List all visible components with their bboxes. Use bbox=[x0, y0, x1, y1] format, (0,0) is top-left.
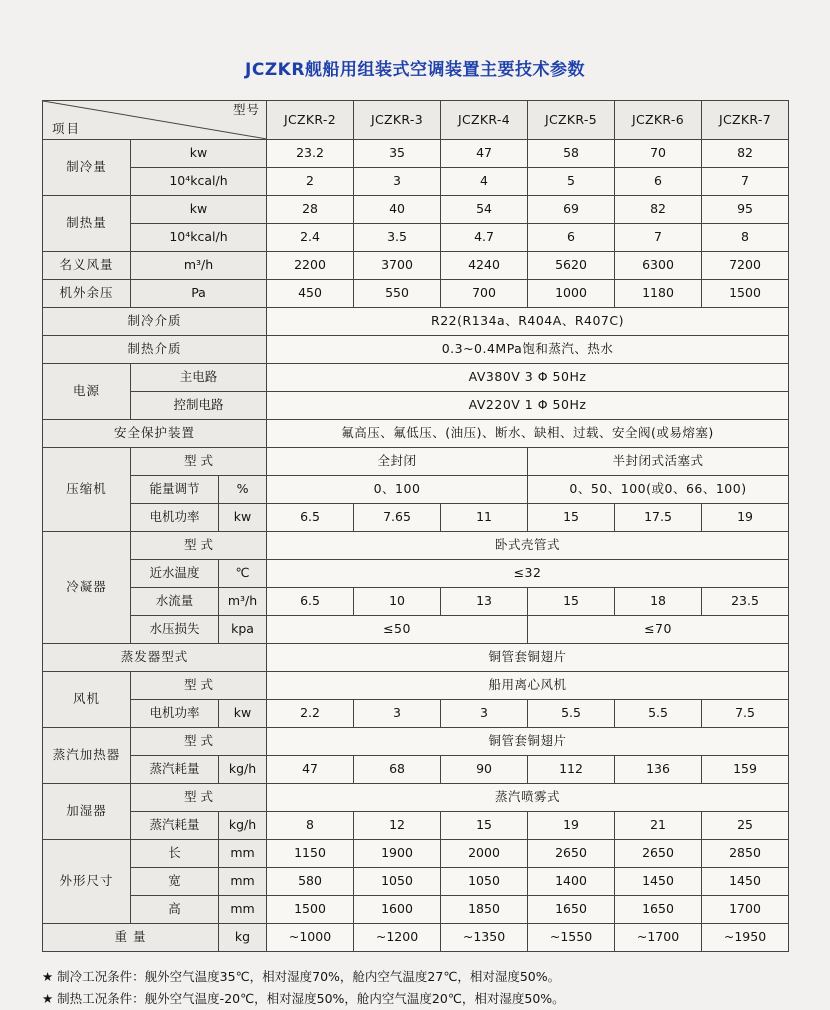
cell: 1850 bbox=[441, 896, 528, 924]
table-row bbox=[43, 504, 789, 532]
cell: 2 bbox=[267, 168, 354, 196]
row-label-length: 长 bbox=[131, 840, 219, 868]
row-label-steam-heater: 蒸汽加热器 bbox=[43, 728, 131, 784]
cell: 11 bbox=[441, 504, 528, 532]
cell: 580 bbox=[267, 868, 354, 896]
row-label-weight: 重 量 bbox=[43, 924, 219, 952]
cell-heating-medium-value: 0.3~0.4MPa饱和蒸汽、热水 bbox=[267, 336, 789, 364]
table-row bbox=[43, 560, 789, 588]
table-row bbox=[43, 420, 789, 448]
table-row bbox=[43, 924, 789, 952]
row-unit-capacity-control: % bbox=[219, 476, 267, 504]
cell: 3.5 bbox=[354, 224, 441, 252]
row-label-compressor: 压缩机 bbox=[43, 448, 131, 532]
cell-refrigerant-value: R22(R134a、R404A、R407C) bbox=[267, 308, 789, 336]
row-label-water-pressure-drop: 水压损失 bbox=[131, 616, 219, 644]
cell: 7.5 bbox=[702, 700, 789, 728]
cell-condenser-type-value: 卧式壳管式 bbox=[267, 532, 789, 560]
cell: 2850 bbox=[702, 840, 789, 868]
cell-approach-temp-value: ≤32 bbox=[267, 560, 789, 588]
cell: 23.2 bbox=[267, 140, 354, 168]
table-row bbox=[43, 588, 789, 616]
row-label-steam-heater-type: 型 式 bbox=[131, 728, 267, 756]
cell: 2650 bbox=[528, 840, 615, 868]
cell: ~1550 bbox=[528, 924, 615, 952]
row-unit-weight: kg bbox=[219, 924, 267, 952]
row-label-height: 高 bbox=[131, 896, 219, 924]
cell-control-circuit-value: AV220V 1 Φ 50Hz bbox=[267, 392, 789, 420]
row-label-humidifier: 加湿器 bbox=[43, 784, 131, 840]
cell: 35 bbox=[354, 140, 441, 168]
cell: 90 bbox=[441, 756, 528, 784]
cell: 21 bbox=[615, 812, 702, 840]
cell: 15 bbox=[528, 504, 615, 532]
cell: 6300 bbox=[615, 252, 702, 280]
table-row bbox=[43, 728, 789, 756]
table-row bbox=[43, 392, 789, 420]
row-label-condenser-type: 型 式 bbox=[131, 532, 267, 560]
cell: 25 bbox=[702, 812, 789, 840]
row-label-refrigerant: 制冷介质 bbox=[43, 308, 267, 336]
cell: 1400 bbox=[528, 868, 615, 896]
row-label-steam-consumption-heater: 蒸汽耗量 bbox=[131, 756, 219, 784]
table-row bbox=[43, 196, 789, 224]
table-row bbox=[43, 476, 789, 504]
spec-table bbox=[42, 100, 789, 952]
cell: 70 bbox=[615, 140, 702, 168]
cell: 12 bbox=[354, 812, 441, 840]
row-label-water-flow: 水流量 bbox=[131, 588, 219, 616]
table-row bbox=[43, 364, 789, 392]
cell: 3 bbox=[354, 168, 441, 196]
page-title: JCZKR舰船用组装式空调装置主要技术参数 bbox=[245, 60, 585, 80]
table-row bbox=[43, 868, 789, 896]
cell: 15 bbox=[441, 812, 528, 840]
cell: 69 bbox=[528, 196, 615, 224]
model-header-5: JCZKR-6 bbox=[615, 101, 702, 140]
cell: 550 bbox=[354, 280, 441, 308]
header-item-label: 项目 bbox=[52, 120, 82, 136]
cell: 47 bbox=[267, 756, 354, 784]
table-row bbox=[43, 336, 789, 364]
row-label-fan-motor-power: 电机功率 bbox=[131, 700, 219, 728]
row-label-capacity-control: 能量调节 bbox=[131, 476, 219, 504]
cell: 1000 bbox=[528, 280, 615, 308]
cell: 8 bbox=[702, 224, 789, 252]
cell: 5.5 bbox=[615, 700, 702, 728]
model-header-6: JCZKR-7 bbox=[702, 101, 789, 140]
row-unit-water-flow: m³/h bbox=[219, 588, 267, 616]
row-label-heating-medium: 制热介质 bbox=[43, 336, 267, 364]
row-label-control-circuit: 控制电路 bbox=[131, 392, 267, 420]
row-unit-steam-consumption-humidifier: kg/h bbox=[219, 812, 267, 840]
cell: 58 bbox=[528, 140, 615, 168]
cell: 2000 bbox=[441, 840, 528, 868]
table-row bbox=[43, 784, 789, 812]
cell: 6 bbox=[615, 168, 702, 196]
row-label-safety-device: 安全保护装置 bbox=[43, 420, 267, 448]
row-label-cooling-capacity: 制冷量 bbox=[43, 140, 131, 196]
cell-evaporator-type-value: 铜管套铜翅片 bbox=[267, 644, 789, 672]
table-row bbox=[43, 672, 789, 700]
cell: 2200 bbox=[267, 252, 354, 280]
row-unit-compressor-motor-power: kw bbox=[219, 504, 267, 532]
row-unit-water-pressure-drop: kpa bbox=[219, 616, 267, 644]
cell: 700 bbox=[441, 280, 528, 308]
note-heating-conditions: ★ 制热工况条件：舰外空气温度-20℃，相对湿度50%，舱内空气温度20℃，相对湿度50%。 bbox=[42, 990, 565, 1006]
table-row bbox=[43, 532, 789, 560]
header-corner-cell bbox=[43, 101, 267, 140]
cell: 1450 bbox=[702, 868, 789, 896]
cell: 68 bbox=[354, 756, 441, 784]
table-row bbox=[43, 840, 789, 868]
table-row bbox=[43, 896, 789, 924]
cell-compressor-type-left: 全封闭 bbox=[267, 448, 528, 476]
row-unit-airflow: m³/h bbox=[131, 252, 267, 280]
row-label-condenser: 冷凝器 bbox=[43, 532, 131, 644]
table-row bbox=[43, 168, 789, 196]
cell: 4240 bbox=[441, 252, 528, 280]
cell: ~1700 bbox=[615, 924, 702, 952]
cell: 28 bbox=[267, 196, 354, 224]
row-label-dimensions: 外形尺寸 bbox=[43, 840, 131, 924]
cell: 13 bbox=[441, 588, 528, 616]
model-header-4: JCZKR-5 bbox=[528, 101, 615, 140]
row-unit-cooling-kw: kw bbox=[131, 140, 267, 168]
cell: 19 bbox=[702, 504, 789, 532]
row-label-width: 宽 bbox=[131, 868, 219, 896]
cell-fan-type-value: 船用离心风机 bbox=[267, 672, 789, 700]
table-row bbox=[43, 140, 789, 168]
cell: 19 bbox=[528, 812, 615, 840]
cell: 4 bbox=[441, 168, 528, 196]
cell: 5620 bbox=[528, 252, 615, 280]
cell: 1900 bbox=[354, 840, 441, 868]
cell: 1150 bbox=[267, 840, 354, 868]
row-label-compressor-motor-power: 电机功率 bbox=[131, 504, 219, 532]
row-label-humidifier-type: 型 式 bbox=[131, 784, 267, 812]
cell-compressor-type-right: 半封闭式活塞式 bbox=[528, 448, 789, 476]
row-unit-heating-kcal: 10⁴kcal/h bbox=[131, 224, 267, 252]
row-label-fan: 风机 bbox=[43, 672, 131, 728]
table-row bbox=[43, 756, 789, 784]
cell: 1600 bbox=[354, 896, 441, 924]
cell: 7200 bbox=[702, 252, 789, 280]
cell: 82 bbox=[702, 140, 789, 168]
cell: 1650 bbox=[528, 896, 615, 924]
cell: 1050 bbox=[441, 868, 528, 896]
row-label-nominal-airflow: 名义风量 bbox=[43, 252, 131, 280]
row-unit-steam-consumption-heater: kg/h bbox=[219, 756, 267, 784]
cell: 1180 bbox=[615, 280, 702, 308]
row-label-heating-capacity: 制热量 bbox=[43, 196, 131, 252]
table-row bbox=[43, 616, 789, 644]
cell: 18 bbox=[615, 588, 702, 616]
row-unit-cooling-kcal: 10⁴kcal/h bbox=[131, 168, 267, 196]
cell-main-circuit-value: AV380V 3 Φ 50Hz bbox=[267, 364, 789, 392]
table-row bbox=[43, 644, 789, 672]
row-unit-pressure: Pa bbox=[131, 280, 267, 308]
row-label-steam-consumption-humidifier: 蒸汽耗量 bbox=[131, 812, 219, 840]
cell: 1050 bbox=[354, 868, 441, 896]
cell: 450 bbox=[267, 280, 354, 308]
model-header-3: JCZKR-4 bbox=[441, 101, 528, 140]
table-row bbox=[43, 252, 789, 280]
cell: 7 bbox=[702, 168, 789, 196]
model-header-2: JCZKR-3 bbox=[354, 101, 441, 140]
note-cooling-conditions: ★ 制冷工况条件：舰外空气温度35℃，相对湿度70%，舱内空气温度27℃，相对湿度50%。 bbox=[42, 969, 561, 984]
cell-capacity-left: 0、100 bbox=[267, 476, 528, 504]
header-model-label: 型号 bbox=[233, 102, 261, 117]
cell: 2.2 bbox=[267, 700, 354, 728]
table-row bbox=[43, 812, 789, 840]
cell: 6.5 bbox=[267, 504, 354, 532]
row-label-evaporator-type: 蒸发器型式 bbox=[43, 644, 267, 672]
cell: 159 bbox=[702, 756, 789, 784]
cell: 136 bbox=[615, 756, 702, 784]
cell: 95 bbox=[702, 196, 789, 224]
cell: 5.5 bbox=[528, 700, 615, 728]
cell: ~1000 bbox=[267, 924, 354, 952]
cell: 6.5 bbox=[267, 588, 354, 616]
table-row bbox=[43, 700, 789, 728]
cell: 1500 bbox=[702, 280, 789, 308]
cell: 47 bbox=[441, 140, 528, 168]
row-unit-height: mm bbox=[219, 896, 267, 924]
cell: 82 bbox=[615, 196, 702, 224]
row-unit-width: mm bbox=[219, 868, 267, 896]
cell: 4.7 bbox=[441, 224, 528, 252]
cell-humidifier-type-value: 蒸汽喷雾式 bbox=[267, 784, 789, 812]
row-unit-fan-motor-power: kw bbox=[219, 700, 267, 728]
cell: 1500 bbox=[267, 896, 354, 924]
cell-pressure-drop-left: ≤50 bbox=[267, 616, 528, 644]
cell: ~1350 bbox=[441, 924, 528, 952]
cell-steam-heater-type-value: 铜管套铜翅片 bbox=[267, 728, 789, 756]
cell: 1450 bbox=[615, 868, 702, 896]
cell: 15 bbox=[528, 588, 615, 616]
cell: 7 bbox=[615, 224, 702, 252]
cell: 7.65 bbox=[354, 504, 441, 532]
table-row bbox=[43, 224, 789, 252]
cell: 1650 bbox=[615, 896, 702, 924]
cell: 17.5 bbox=[615, 504, 702, 532]
cell: ~1950 bbox=[702, 924, 789, 952]
row-label-fan-type: 型 式 bbox=[131, 672, 267, 700]
notes-section bbox=[42, 966, 788, 1010]
row-label-compressor-type: 型 式 bbox=[131, 448, 267, 476]
cell: 3 bbox=[441, 700, 528, 728]
table-row bbox=[43, 280, 789, 308]
cell: 2.4 bbox=[267, 224, 354, 252]
cell: 8 bbox=[267, 812, 354, 840]
cell: 112 bbox=[528, 756, 615, 784]
cell: 23.5 bbox=[702, 588, 789, 616]
cell-pressure-drop-right: ≤70 bbox=[528, 616, 789, 644]
row-label-main-circuit: 主电路 bbox=[131, 364, 267, 392]
row-unit-length: mm bbox=[219, 840, 267, 868]
cell: 10 bbox=[354, 588, 441, 616]
table-header-row bbox=[43, 101, 789, 140]
cell: 5 bbox=[528, 168, 615, 196]
row-label-approach-temp: 近水温度 bbox=[131, 560, 219, 588]
table-row bbox=[43, 448, 789, 476]
row-label-power-supply: 电源 bbox=[43, 364, 131, 420]
row-unit-approach-temp: ℃ bbox=[219, 560, 267, 588]
model-header-1: JCZKR-2 bbox=[267, 101, 354, 140]
cell: 6 bbox=[528, 224, 615, 252]
row-label-external-static-pressure: 机外余压 bbox=[43, 280, 131, 308]
table-row bbox=[43, 308, 789, 336]
row-unit-heating-kw: kw bbox=[131, 196, 267, 224]
cell-safety-device-value: 氟高压、氟低压、(油压)、断水、缺相、过载、安全阀(或易熔塞) bbox=[267, 420, 789, 448]
cell: 40 bbox=[354, 196, 441, 224]
cell: ~1200 bbox=[354, 924, 441, 952]
cell: 3700 bbox=[354, 252, 441, 280]
cell: 3 bbox=[354, 700, 441, 728]
cell-capacity-right: 0、50、100(或0、66、100) bbox=[528, 476, 789, 504]
cell: 1700 bbox=[702, 896, 789, 924]
cell: 2650 bbox=[615, 840, 702, 868]
cell: 54 bbox=[441, 196, 528, 224]
